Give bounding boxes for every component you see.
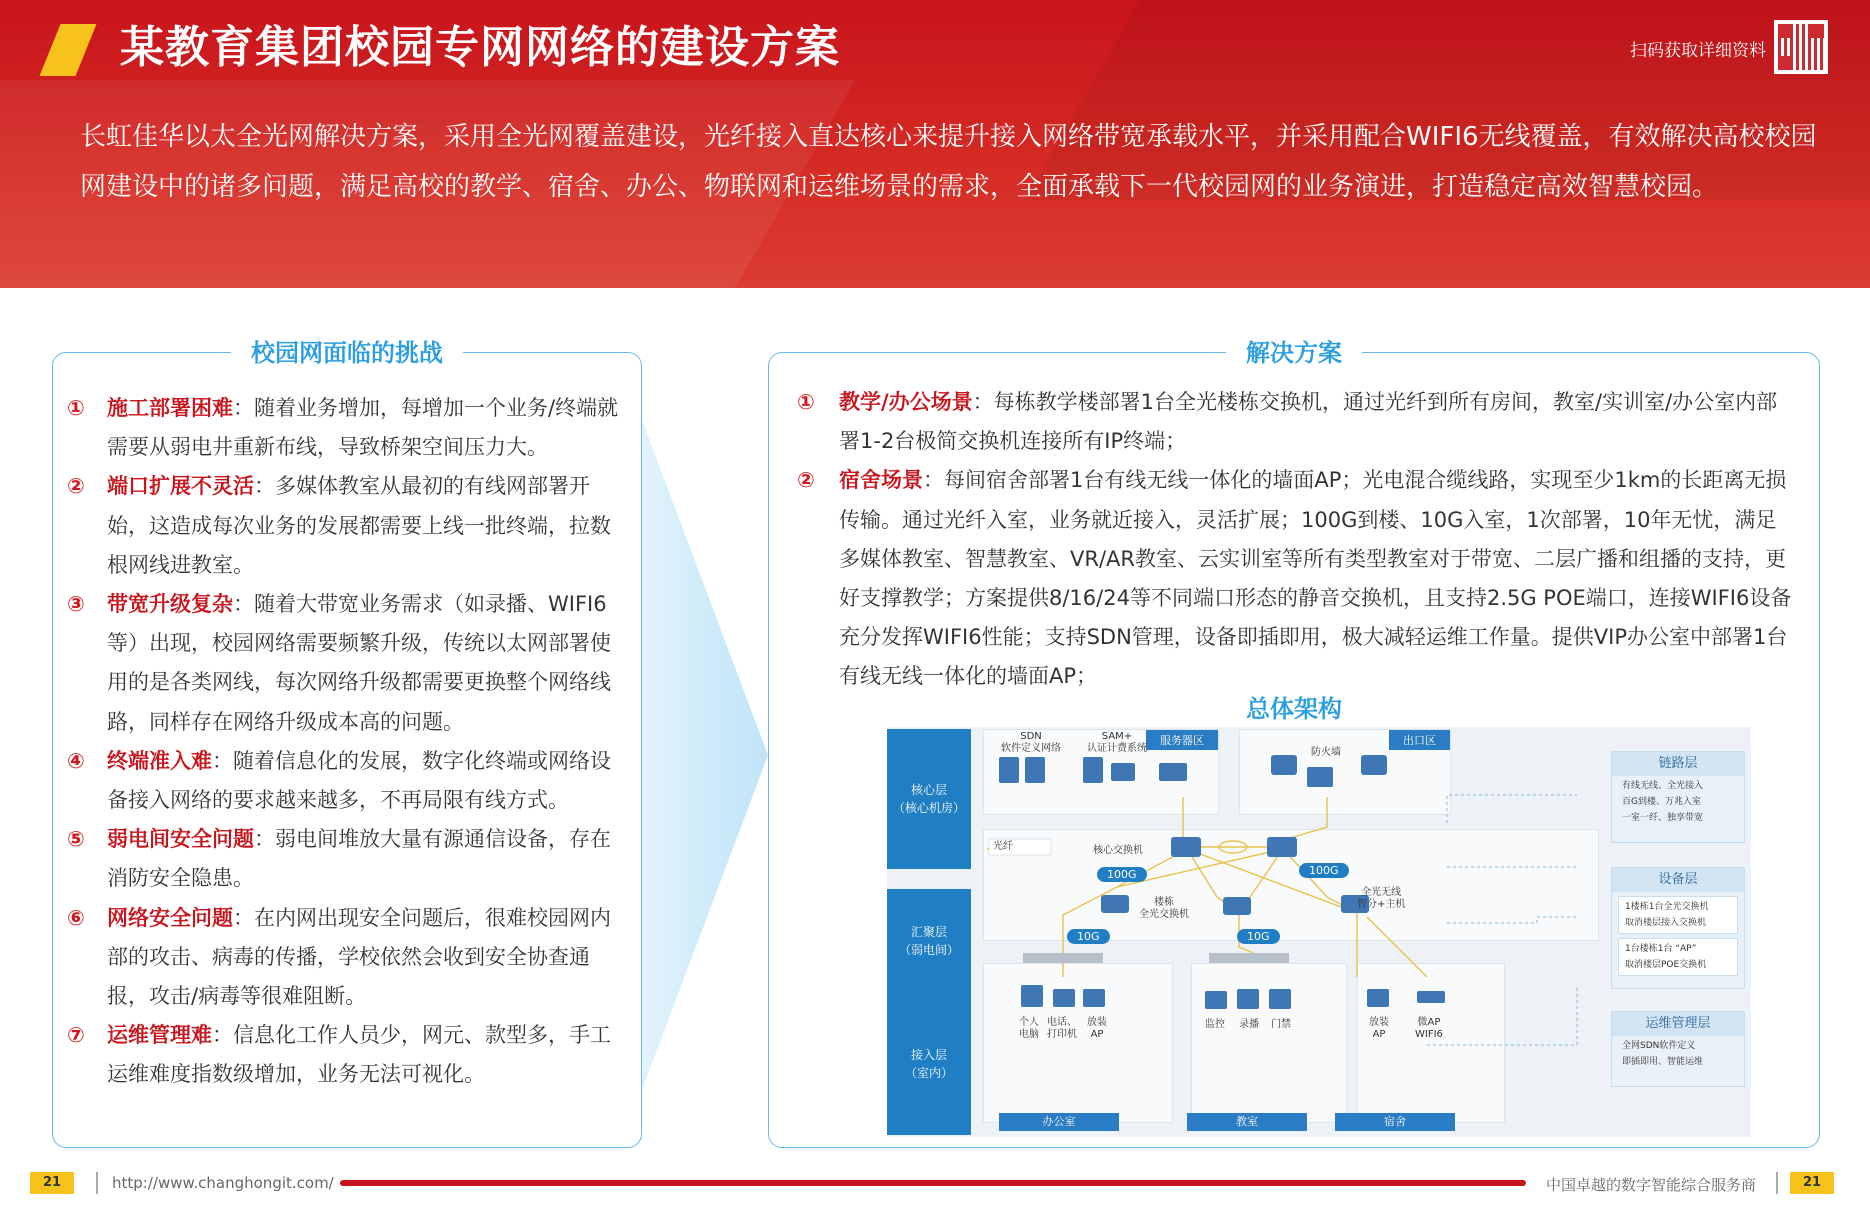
architecture-diagram [887, 727, 1751, 1137]
list-item: ④ 终端准入难：随着信息化的发展，数字化终端或网络设备接入网络的要求越来越多，不再局限有线方式。 [67, 748, 611, 813]
footer-divider [1776, 1172, 1778, 1194]
link-layer-title: 链路层 [1612, 752, 1744, 776]
sdn-label: SDN 软件定义网络 [1001, 731, 1061, 754]
speed-badge: 10G [1067, 929, 1110, 944]
brand-slash-icon [39, 24, 96, 76]
fiber-legend: 光纤 [993, 841, 1013, 852]
speed-badge: 10G [1237, 929, 1280, 944]
footer-divider [96, 1172, 98, 1194]
device-layer-box [1611, 867, 1745, 989]
building-switch-label: 楼栋 全光交换机 [1139, 897, 1189, 920]
scan-prompt: 扫码获取详细资料 [1630, 41, 1766, 61]
device-pc-label: 个人 电脑 [1019, 1017, 1039, 1040]
list-item: ⑦ 运维管理难：信息化工作人员少，网元、款型多，手工运维难度指数级增加，业务无法可视化。 [67, 1023, 611, 1087]
list-item: ⑥ 网络安全问题：在内网出现安全问题后，很难校园网内部的攻击、病毒的传播，学校依然会收到安全协查通报，攻击/病毒等很难阻断。 [67, 905, 611, 1009]
exit-zone-tag: 出口区 [1389, 730, 1450, 750]
device-phone-label: 电话、 打印机 [1047, 1017, 1077, 1040]
layer-access: 接入层 （室内） [887, 993, 971, 1135]
link-layer-box [1611, 751, 1745, 843]
footer-url-link[interactable]: http://www.changhongit.com/ [112, 1174, 334, 1192]
sam-label: SAM+ 认证计费系统 [1087, 731, 1147, 754]
solutions-list [797, 383, 1797, 697]
speed-badge: 100G [1299, 863, 1349, 878]
solutions-title: 解决方案 [1226, 333, 1362, 368]
device-monitor-label: 监控 [1205, 1019, 1225, 1030]
list-item: ① 施工部署困难：随着业务增加，每增加一个业务/终端就需要从弱电井重新布线，导致桥架空间压力大。 [67, 396, 619, 460]
page-title: 某教育集团校园专网网络的建设方案 [120, 22, 840, 73]
office-tag: 办公室 [999, 1113, 1119, 1131]
layer-core: 核心层 （核心机房） [887, 729, 971, 869]
device-layer-title: 设备层 [1612, 868, 1744, 892]
device-microap-label: 微AP WIFI6 [1415, 1017, 1443, 1040]
list-item: ⑤ 弱电间安全问题：弱电间堆放大量有源通信设备，存在消防安全隐患。 [67, 827, 611, 891]
server-zone-tag: 服务器区 [1146, 730, 1218, 750]
list-item: ② 宿舍场景：每间宿舍部署1台有线无线一体化的墙面AP；光电混合缆线路，实现至少1km的长距离无损传输。通过光纤入室，业务就近接入，灵活扩展；100G到楼、10G入室，1次部署，10年无忧，满足多媒体教室、智慧教室、VR/AR教室、云实训室等所有类型教室对于带宽、二层广播和组播的支持，更好支撑教学；方案提供8/16/24等不同端口形态的静音交换机，且支持2.5G POE端口，连接WIFI6设备充分发挥WIFI6性能；支持SDN管理，设备即插即用，极大减轻运维工作量。提供VIP办公室中部署1台有线无线一体化的墙面AP； [797, 468, 1792, 689]
flow-arrow-icon [642, 420, 768, 1090]
speed-badge: 100G [1097, 867, 1147, 882]
device-layer-text: 1楼栋1台全光交换机 取消楼层接入交换机 [1618, 896, 1738, 934]
footer-slogan: 中国卓越的数字智能综合服务商 [1546, 1176, 1757, 1194]
device-layer-text: 1台楼栋1台 “AP” 取消楼层POE交换机 [1618, 938, 1738, 976]
header-banner [0, 0, 1870, 288]
qr-code-icon[interactable] [1774, 20, 1828, 74]
list-item: ② 端口扩展不灵活：多媒体教室从最初的有线网部署开始，这造成每次业务的发展都需要上线一批终端，拉数根网线进教室。 [67, 474, 611, 577]
device-record-label: 录播 [1239, 1019, 1259, 1030]
page-number: 21 [30, 1172, 74, 1194]
intro-paragraph: 长虹佳华以太全光网解决方案，采用全光网覆盖建设，光纤接入直达核心来提升接入网络带宽承载水平，并采用配合WIFI6无线覆盖，有效解决高校校园网建设中的诸多问题，满足高校的教学、宿舍、办公、物联网和运维场景的需求，全面承载下一代校园网的业务演进，打造稳定高效智慧校园。 [80, 122, 1817, 202]
list-item: ① 教学/办公场景：每栋教学楼部署1台全光楼栋交换机，通过光纤到所有房间，教室/实训室/办公室内部署1-2台极简交换机连接所有IP终端； [797, 390, 1778, 454]
classroom-tag: 教室 [1187, 1113, 1307, 1131]
architecture-title: 总体架构 [1246, 695, 1342, 723]
ops-layer-text: 全网SDN软件定义 即插即用、智能运维 [1622, 1041, 1704, 1067]
core-switch-label: 核心交换机 [1093, 845, 1143, 856]
solutions-panel [768, 339, 1820, 1148]
challenges-title: 校园网面临的挑战 [231, 333, 463, 368]
list-item: ③ 带宽升级复杂：随着大带宽业务需求（如录播、WIFI6等）出现，校园网络需要频繁升级，传统以太网部署使用的是各类网线，每次网络升级都需要更换整个网络线路，同样存在网络升级成本高的问题。 [67, 592, 611, 734]
dorm-tag: 宿舍 [1335, 1113, 1455, 1131]
link-layer-text: 有线无线、全光接入 百G到楼、万兆入室 一室一纤、独享带宽 [1622, 781, 1704, 823]
ops-layer-box [1611, 1011, 1745, 1087]
footer-bar [340, 1180, 1526, 1186]
layer-aggregation: 汇聚层 （弱电间） [887, 889, 971, 993]
challenges-list [67, 389, 627, 1095]
wireless-label: 全光无线 智分+主机 [1357, 887, 1406, 910]
device-door-label: 门禁 [1271, 1019, 1291, 1030]
page-number: 21 [1790, 1172, 1834, 1194]
device-ap-label: 放装 AP [1087, 1017, 1107, 1040]
device-ap2-label: 放装 AP [1369, 1017, 1389, 1040]
firewall-label: 防火墙 [1311, 747, 1341, 758]
ops-layer-title: 运维管理层 [1612, 1012, 1744, 1036]
challenges-panel [52, 339, 642, 1148]
